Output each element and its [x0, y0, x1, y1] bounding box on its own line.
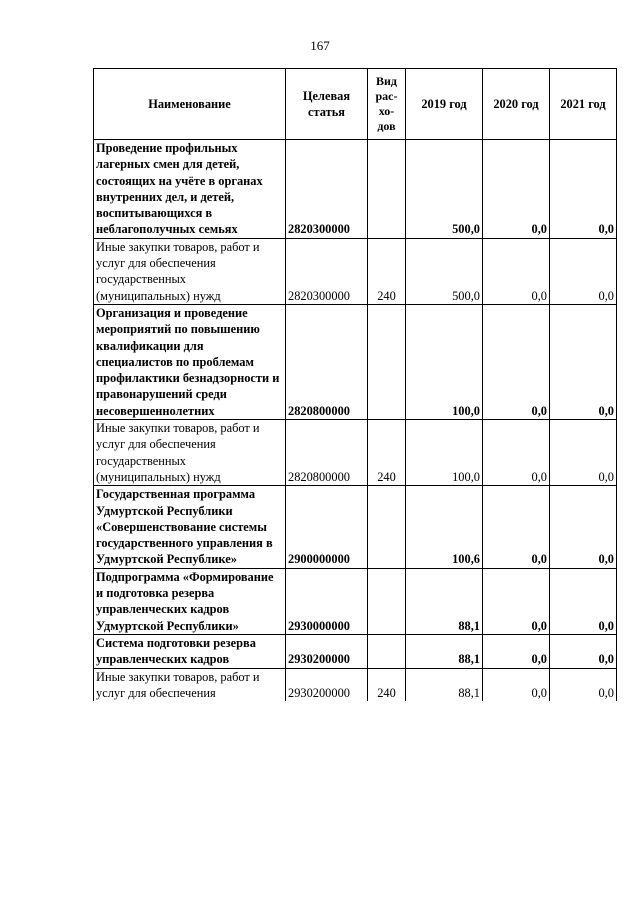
page-number: 167: [310, 38, 330, 53]
cell-name: Организация и проведение мероприятий по повышению квалификации для специалистов по проблемам профилактики безнадзорности и правонарушений среди несовершеннолетних: [94, 304, 286, 419]
cell-2021: 0,0: [550, 634, 617, 668]
cell-2019: 88,1: [406, 568, 483, 634]
cell-2021: 0,0: [550, 140, 617, 239]
cell-2021: 0,0: [550, 238, 617, 304]
cell-2020: 0,0: [483, 238, 550, 304]
cell-kind: [368, 486, 406, 568]
header-name: Наименование: [94, 69, 286, 140]
header-kind: Вид рас-хо-дов: [368, 69, 406, 140]
table-row: [94, 634, 617, 668]
cell-2021: 0,0: [550, 568, 617, 634]
table-row: [94, 568, 617, 634]
cell-kind: 240: [368, 238, 406, 304]
header-2021: 2021 год: [550, 69, 617, 140]
cell-code: 2820300000: [286, 238, 368, 304]
budget-table: [93, 68, 617, 701]
header-code: Целевая статья: [286, 69, 368, 140]
cell-2019: 500,0: [406, 140, 483, 239]
cell-2020: 0,0: [483, 568, 550, 634]
cell-kind: 240: [368, 420, 406, 486]
cell-kind: [368, 568, 406, 634]
cell-2019: 100,0: [406, 304, 483, 419]
cell-2019: 500,0: [406, 238, 483, 304]
cell-name: Система подготовки резерва управленческих кадров: [94, 634, 286, 668]
header-2020: 2020 год: [483, 69, 550, 140]
cell-code: 2820300000: [286, 140, 368, 239]
cell-code: 2820800000: [286, 304, 368, 419]
cell-2021: 0,0: [550, 486, 617, 568]
cell-2021: 0,0: [550, 668, 617, 701]
table-row: [94, 140, 617, 239]
cell-2020: 0,0: [483, 304, 550, 419]
cell-2021: 0,0: [550, 420, 617, 486]
cell-2020: 0,0: [483, 634, 550, 668]
cell-kind: 240: [368, 668, 406, 701]
cell-code: 2930200000: [286, 634, 368, 668]
cell-2021: 0,0: [550, 304, 617, 419]
cell-code: 2820800000: [286, 420, 368, 486]
cell-name: Иные закупки товаров, работ и услуг для обеспечения: [94, 668, 286, 701]
cell-2020: 0,0: [483, 486, 550, 568]
cell-kind: [368, 304, 406, 419]
cell-name: Иные закупки товаров, работ и услуг для обеспечения государственных (муниципальных) нужд: [94, 238, 286, 304]
table-row: [94, 304, 617, 419]
table-row: [94, 420, 617, 486]
cell-kind: [368, 140, 406, 239]
cell-2019: 100,0: [406, 420, 483, 486]
cell-code: 2930000000: [286, 568, 368, 634]
cell-2020: 0,0: [483, 140, 550, 239]
cell-code: 2900000000: [286, 486, 368, 568]
cell-name: Иные закупки товаров, работ и услуг для обеспечения государственных (муниципальных) нужд: [94, 420, 286, 486]
table-row: [94, 486, 617, 568]
cell-2019: 88,1: [406, 668, 483, 701]
cell-code: 2930200000: [286, 668, 368, 701]
header-row: [94, 69, 617, 140]
cell-name: Государственная программа Удмуртской Республики «Совершенствование системы государственного управления в Удмуртской Республике»: [94, 486, 286, 568]
cell-name: Проведение профильных лагерных смен для детей, состоящих на учёте в органах внутренних дел, и детей, воспитывающихся в неблагополучных семьях: [94, 140, 286, 239]
header-2019: 2019 год: [406, 69, 483, 140]
table-body: [94, 140, 617, 702]
cell-2020: 0,0: [483, 668, 550, 701]
table-row: [94, 238, 617, 304]
cell-kind: [368, 634, 406, 668]
cell-2019: 88,1: [406, 634, 483, 668]
cell-2020: 0,0: [483, 420, 550, 486]
table-row: [94, 668, 617, 701]
cell-name: Подпрограмма «Формирование и подготовка резерва управленческих кадров Удмуртской Республики»: [94, 568, 286, 634]
cell-2019: 100,6: [406, 486, 483, 568]
